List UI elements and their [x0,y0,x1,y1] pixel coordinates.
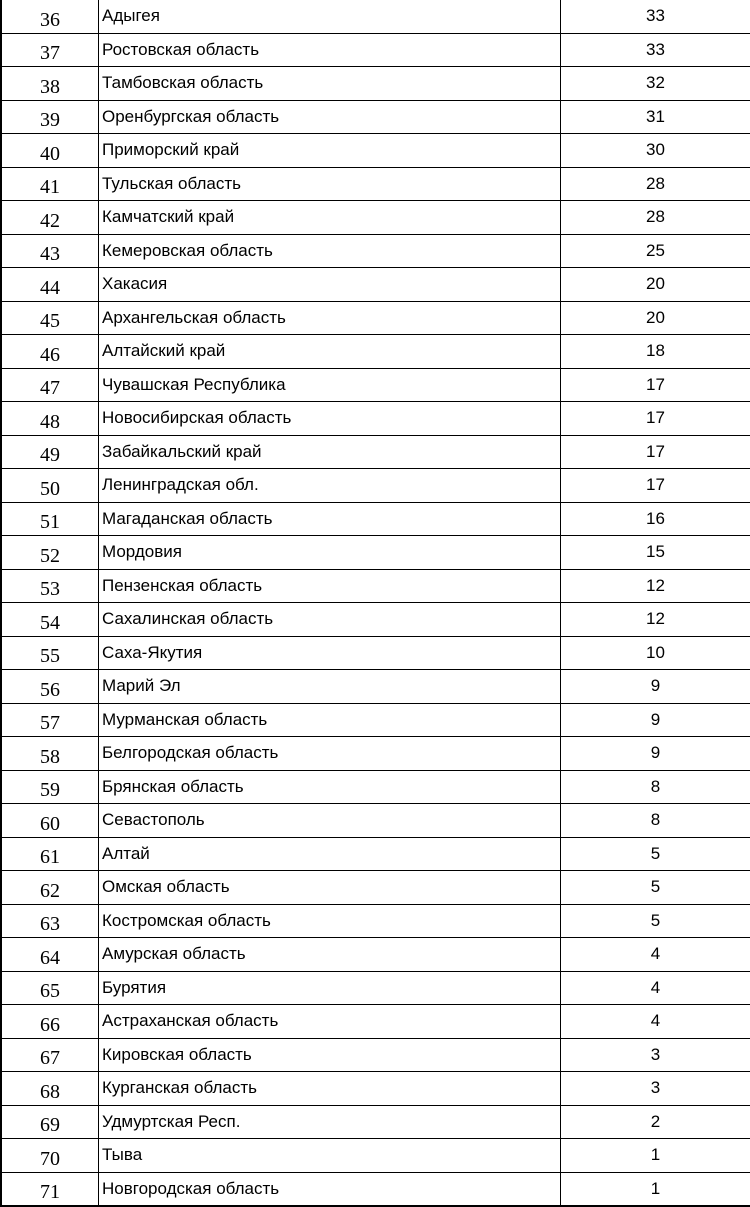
rank-cell: 66 [1,1005,99,1039]
value-cell: 18 [561,335,750,369]
rank-cell: 46 [1,335,99,369]
rank-cell: 63 [1,904,99,938]
value-cell: 9 [561,737,750,771]
table-row [1,0,750,33]
table-row [1,469,750,503]
value-cell: 12 [561,603,750,637]
region-name-cell: Бурятия [99,971,561,1005]
value-cell: 30 [561,134,750,168]
region-name-cell: Архангельская область [99,301,561,335]
table-row [1,435,750,469]
table-row [1,134,750,168]
rank-cell: 54 [1,603,99,637]
rank-cell: 42 [1,201,99,235]
rank-cell: 37 [1,33,99,67]
value-cell: 15 [561,536,750,570]
table-row [1,33,750,67]
value-cell: 5 [561,904,750,938]
rank-cell: 53 [1,569,99,603]
rank-cell: 57 [1,703,99,737]
table-row [1,904,750,938]
rank-cell: 49 [1,435,99,469]
region-name-cell: Ростовская область [99,33,561,67]
rank-cell: 45 [1,301,99,335]
value-cell: 17 [561,435,750,469]
table-body [1,0,750,1206]
table-row [1,402,750,436]
region-name-cell: Мордовия [99,536,561,570]
value-cell: 28 [561,167,750,201]
region-name-cell: Кемеровская область [99,234,561,268]
region-name-cell: Оренбургская область [99,100,561,134]
table-row [1,703,750,737]
table-row [1,1172,750,1206]
table-row [1,335,750,369]
table-row [1,1139,750,1173]
value-cell: 1 [561,1172,750,1206]
rank-cell: 51 [1,502,99,536]
region-name-cell: Сахалинская область [99,603,561,637]
value-cell: 20 [561,301,750,335]
value-cell: 33 [561,33,750,67]
value-cell: 4 [561,1005,750,1039]
value-cell: 8 [561,804,750,838]
region-name-cell: Забайкальский край [99,435,561,469]
region-name-cell: Приморский край [99,134,561,168]
table-row [1,636,750,670]
rank-cell: 64 [1,938,99,972]
rank-cell: 52 [1,536,99,570]
region-name-cell: Омская область [99,871,561,905]
region-name-cell: Костромская область [99,904,561,938]
table-row [1,871,750,905]
value-cell: 28 [561,201,750,235]
rank-cell: 67 [1,1038,99,1072]
value-cell: 5 [561,837,750,871]
rank-cell: 69 [1,1105,99,1139]
value-cell: 10 [561,636,750,670]
region-name-cell: Курганская область [99,1072,561,1106]
table-row [1,837,750,871]
region-name-cell: Тыва [99,1139,561,1173]
region-name-cell: Алтай [99,837,561,871]
rank-cell: 70 [1,1139,99,1173]
rank-cell: 40 [1,134,99,168]
region-name-cell: Новосибирская область [99,402,561,436]
rank-cell: 39 [1,100,99,134]
table-row [1,1005,750,1039]
value-cell: 5 [561,871,750,905]
region-name-cell: Астраханская область [99,1005,561,1039]
region-name-cell: Кировская область [99,1038,561,1072]
rank-cell: 71 [1,1172,99,1206]
rank-cell: 65 [1,971,99,1005]
region-name-cell: Брянская область [99,770,561,804]
table-row [1,804,750,838]
region-name-cell: Хакасия [99,268,561,302]
rank-cell: 60 [1,804,99,838]
value-cell: 8 [561,770,750,804]
region-name-cell: Севастополь [99,804,561,838]
region-name-cell: Белгородская область [99,737,561,771]
value-cell: 16 [561,502,750,536]
value-cell: 12 [561,569,750,603]
rank-cell: 56 [1,670,99,704]
region-name-cell: Камчатский край [99,201,561,235]
table-row [1,1105,750,1139]
rank-cell: 41 [1,167,99,201]
rank-cell: 50 [1,469,99,503]
table-row [1,368,750,402]
region-name-cell: Удмуртская Респ. [99,1105,561,1139]
table-row [1,569,750,603]
rank-cell: 59 [1,770,99,804]
value-cell: 25 [561,234,750,268]
value-cell: 17 [561,469,750,503]
region-name-cell: Алтайский край [99,335,561,369]
rank-cell: 48 [1,402,99,436]
region-name-cell: Пензенская область [99,569,561,603]
rank-cell: 38 [1,67,99,101]
region-name-cell: Новгородская область [99,1172,561,1206]
rank-cell: 62 [1,871,99,905]
table-row [1,167,750,201]
table-row [1,603,750,637]
value-cell: 33 [561,0,750,33]
region-name-cell: Тамбовская область [99,67,561,101]
region-name-cell: Адыгея [99,0,561,33]
table-row [1,201,750,235]
value-cell: 3 [561,1038,750,1072]
value-cell: 31 [561,100,750,134]
table-row [1,1038,750,1072]
rank-cell: 55 [1,636,99,670]
value-cell: 2 [561,1105,750,1139]
rank-cell: 43 [1,234,99,268]
region-name-cell: Марий Эл [99,670,561,704]
value-cell: 4 [561,938,750,972]
table-row [1,268,750,302]
region-name-cell: Магаданская область [99,502,561,536]
table-row [1,536,750,570]
region-name-cell: Саха-Якутия [99,636,561,670]
table-row [1,971,750,1005]
value-cell: 3 [561,1072,750,1106]
table-row [1,67,750,101]
rank-cell: 61 [1,837,99,871]
value-cell: 9 [561,670,750,704]
table-row [1,737,750,771]
table-row [1,770,750,804]
table-row [1,502,750,536]
value-cell: 1 [561,1139,750,1173]
rank-cell: 36 [1,0,99,33]
rank-cell: 58 [1,737,99,771]
rank-cell: 44 [1,268,99,302]
rank-cell: 68 [1,1072,99,1106]
table-row [1,301,750,335]
region-name-cell: Тульская область [99,167,561,201]
table-row [1,938,750,972]
region-name-cell: Чувашская Республика [99,368,561,402]
value-cell: 32 [561,67,750,101]
value-cell: 4 [561,971,750,1005]
region-name-cell: Мурманская область [99,703,561,737]
table-row [1,234,750,268]
value-cell: 17 [561,402,750,436]
table-row [1,100,750,134]
region-name-cell: Амурская область [99,938,561,972]
value-cell: 20 [561,268,750,302]
value-cell: 9 [561,703,750,737]
table-row [1,670,750,704]
region-name-cell: Ленинградская обл. [99,469,561,503]
value-cell: 17 [561,368,750,402]
rank-cell: 47 [1,368,99,402]
table-row [1,1072,750,1106]
